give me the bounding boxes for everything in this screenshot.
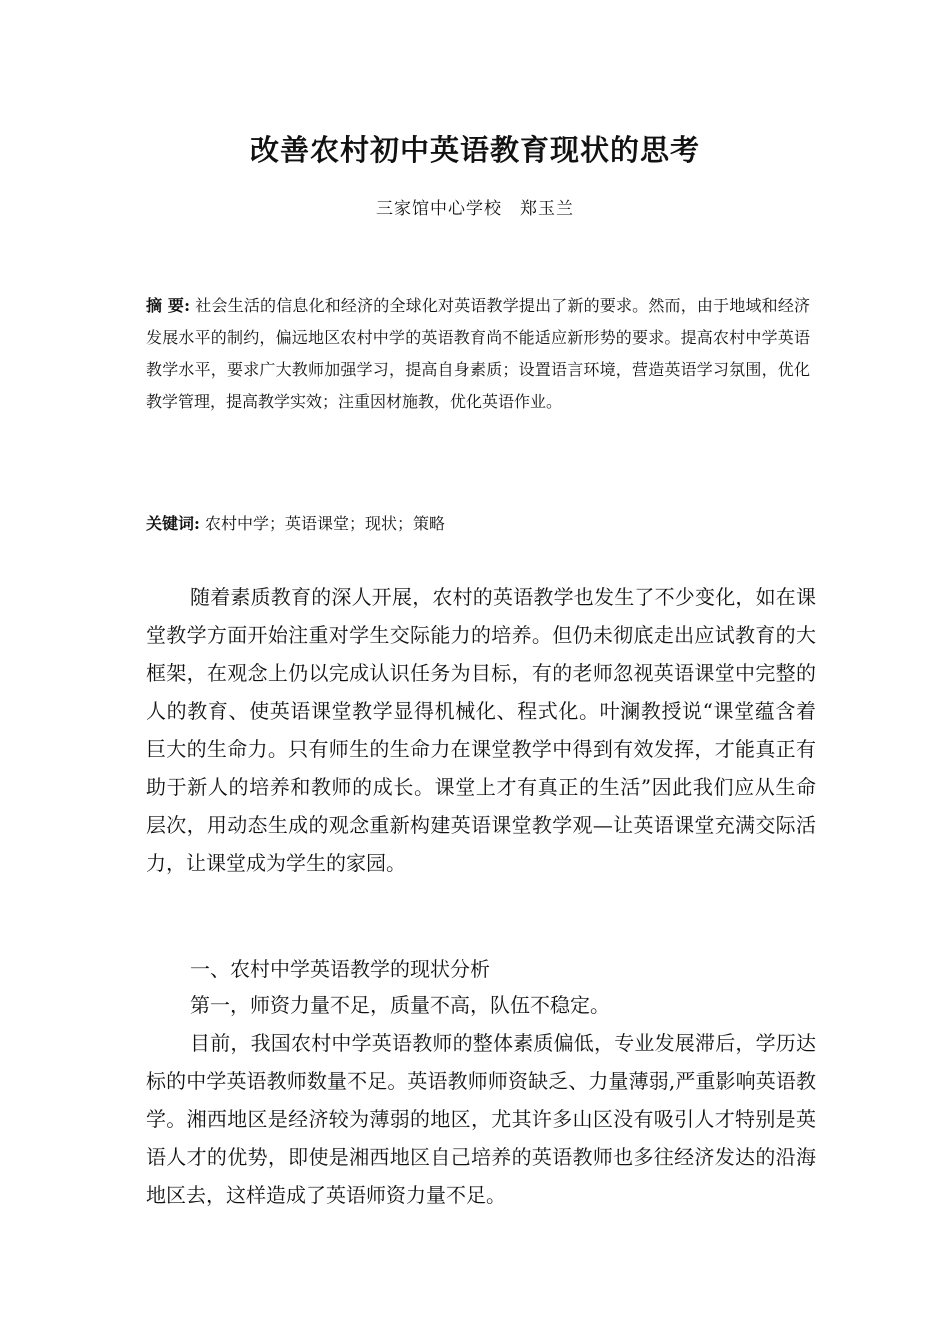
keywords-text: 农村中学；英语课堂；现状；策略: [199, 514, 446, 533]
section-heading: 一、农村中学英语教学的现状分析: [190, 957, 490, 981]
keywords-label: 关键词:: [146, 514, 200, 533]
subsection-heading: 第一，师资力量不足，质量不高，队伍不稳定。: [190, 993, 610, 1017]
abstract: [146, 290, 810, 418]
page-title: 改善农村初中英语教育现状的思考: [249, 133, 700, 167]
body-paragraph-1: 随着素质教育的深人开展，农村的英语教学也发生了不少变化，如在课堂教学方面开始注重对学生交际能力的培养。但仍未彻底走出应试教育的大框架，在观念上仍以完成认识任务为目标，有的老师忽视英语课堂中完整的人的教育、使英语课堂教学显得机械化、程式化。叶澜教授说“课堂蕴含着巨大的生命力。只有师生的生命力在课堂教学中得到有效发挥，才能真正有助于新人的培养和教师的成长。课堂上才有真正的生活”因此我们应从生命层次，用动态生成的观念重新构建英语课堂教学观—让英语课堂充满交际活力，让课堂成为学生的家园。: [146, 585, 816, 875]
author-line: 三家馆中心学校 郑玉兰: [376, 199, 574, 219]
abstract-text: 社会生活的信息化和经济的全球化对英语教学提出了新的要求。然而，由于地域和经济发展水平的制约，偏远地区农村中学的英语教育尚不能适应新形势的要求。提高农村中学英语教学水平，要求广大教师加强学习，提高自身素质；设置语言环境，营造英语学习氛围，优化教学管理，提高教学实效；注重因材施教，优化英语作业。: [146, 296, 810, 411]
abstract-label: 摘 要:: [146, 296, 191, 315]
keywords: [146, 512, 810, 536]
body-paragraph-2: 目前，我国农村中学英语教师的整体素质偏低，专业发展滞后，学历达标的中学英语教师数量不足。英语教师师资缺乏、力量薄弱,严重影响英语教学。湘西地区是经济较为薄弱的地区，尤其许多山区没有吸引人才特别是英语人才的优势，即使是湘西地区自己培养的英语教师也多往经济发达的沿海地区去，这样造成了英语师资力量不足。: [146, 1031, 816, 1207]
